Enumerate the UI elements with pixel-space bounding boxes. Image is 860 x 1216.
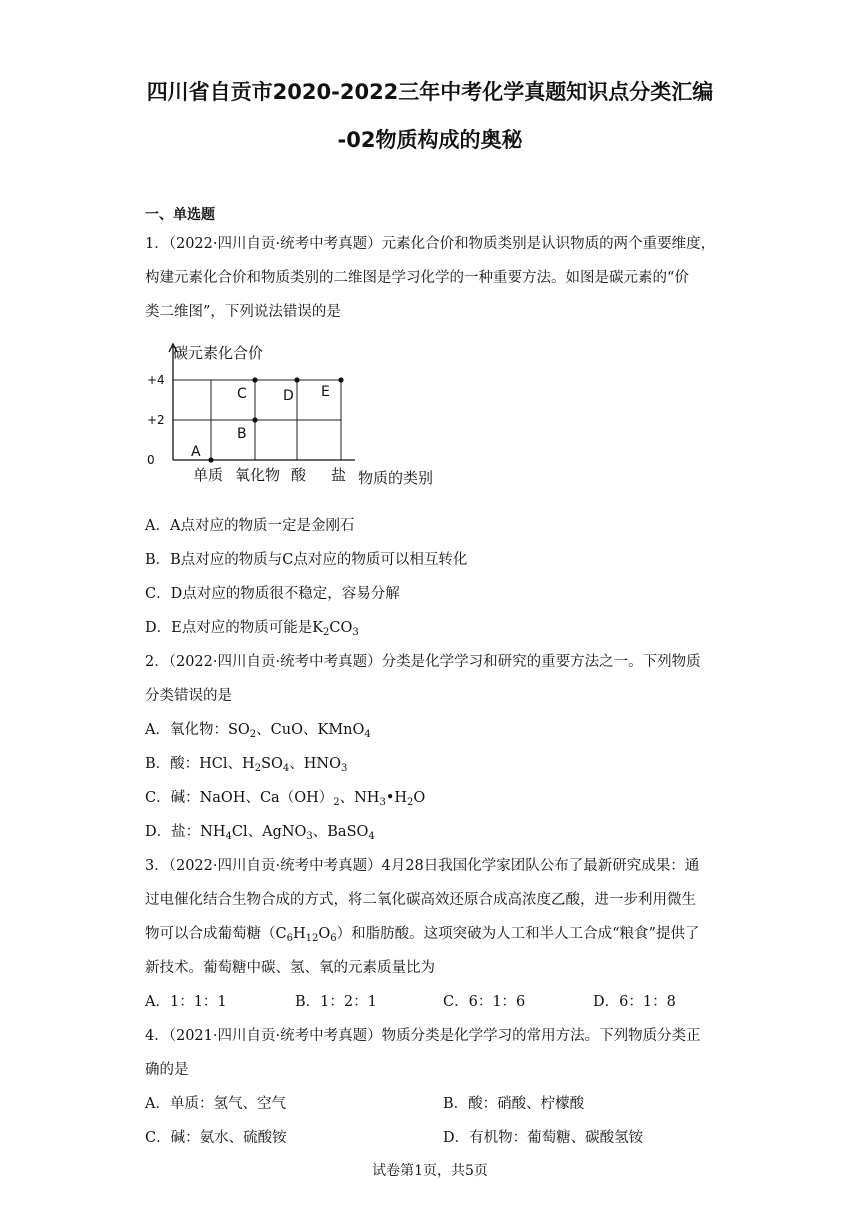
q1-stem-line2: 构建元素化合价和物质类别的二维图是学习化学的一种重要方法。如图是碳元素的“价 [145,270,689,286]
q4-option-a: A．单质：氢气、空气 [145,1096,286,1112]
q4-option-d: D．有机物：葡萄糖、碳酸氢铵 [443,1130,644,1146]
q1-option-b: B．B点对应的物质与C点对应的物质可以相互转化 [145,552,468,568]
x-category-label: 盐 [331,466,347,484]
q2-stem-line2: 分类错误的是 [145,688,232,704]
q4-option-c: C．碱：氨水、硫酸铵 [145,1130,287,1146]
point-E [338,377,343,382]
point-label-B: B [237,426,247,442]
q3-option-c: C．6：1：6 [443,994,526,1010]
q3-option-b: B．1：2：1 [295,994,377,1010]
q1-stem-line1: 1．（2022·四川自贡·统考中考真题）元素化合价和物质类别是认识物质的两个重要维度， [145,236,716,252]
x-category-label: 氧化物 [235,466,281,484]
section-heading: 一、单选题 [145,207,215,223]
q2-option-b: B．酸：HCl、$H_2SO_4$、$HNO_3$ [145,756,348,774]
q3-option-a: A．1：1：1 [145,994,227,1010]
y-tick-label: 0 [147,453,155,467]
point-C [252,377,257,382]
q4-stem-line1: 4．（2021·四川自贡·统考中考真题）物质分类是化学学习的常用方法。下列物质分类正 [145,1028,701,1044]
point-label-A: A [191,444,201,460]
y-tick-label: +4 [147,373,165,387]
document-title-line1: 四川省自贡市2020-2022三年中考化学真题知识点分类汇编 [146,80,714,104]
y-tick-label: +2 [147,413,165,427]
q3-option-d: D．6：1：8 [593,994,676,1010]
q4-stem-line2: 确的是 [145,1062,189,1078]
chart-x-axis-label: 物质的类别 [358,469,434,487]
q3-stem-line4: 新技术。葡萄糖中碳、氢、氧的元素质量比为 [145,960,435,976]
q2-option-d: D．盐：$NH_4Cl$、AgNO$_3$、BaSO$_4$ [145,824,375,842]
x-category-label: 酸 [291,466,307,484]
q2-option-a: A．氧化物：$SO_2$、CuO、KMnO$_4$ [145,722,371,740]
point-B [252,417,257,422]
point-label-E: E [321,384,330,400]
q4-option-b: B．酸：硝酸、柠檬酸 [443,1096,585,1112]
q1-option-c: C．D点对应的物质很不稳定，容易分解 [145,586,400,602]
valence-category-chart [145,338,445,488]
x-category-label: 单质 [193,466,224,484]
q1-option-d-text: D．E点对应的物质可能是K [145,620,324,636]
q1-stem-line3: 类二维图”，下列说法错误的是 [145,304,341,320]
q3-stem-line3: 物可以合成葡萄糖$(C_6H_{12}O_6)$和脂肪酸。这项突破为人工和半人工合成“粮食”提供了 [145,926,700,944]
document-title-line2: -02物质构成的奥秘 [337,128,523,152]
q3-stem-line1: 3．（2022·四川自贡·统考中考真题）4月28日我国化学家团队公布了最新研究成果：通 [145,858,700,874]
point-label-C: C [237,386,247,402]
q2-stem-line1: 2．（2022·四川自贡·统考中考真题）分类是化学学习和研究的重要方法之一。下列物质 [145,654,701,670]
q3-stem-line2: 过电催化结合生物合成的方式，将二氧化碳高效还原合成高浓度乙酸，进一步利用微生 [145,892,696,908]
chart-y-axis-label: 碳元素化合价 [173,344,264,362]
point-D [294,377,299,382]
point-A [208,457,213,462]
q1-option-a: A．A点对应的物质一定是金刚石 [145,518,355,534]
q1-option-d: D．E点对应的物质可能是$K_2CO_3$ [145,620,359,638]
page-footer: 试卷第1页，共5页 [372,1163,488,1179]
q2-option-c: C．碱：NaOH、$Ca(OH)_2$、$NH_3•H_2O$ [145,790,426,808]
point-label-D: D [283,388,294,404]
